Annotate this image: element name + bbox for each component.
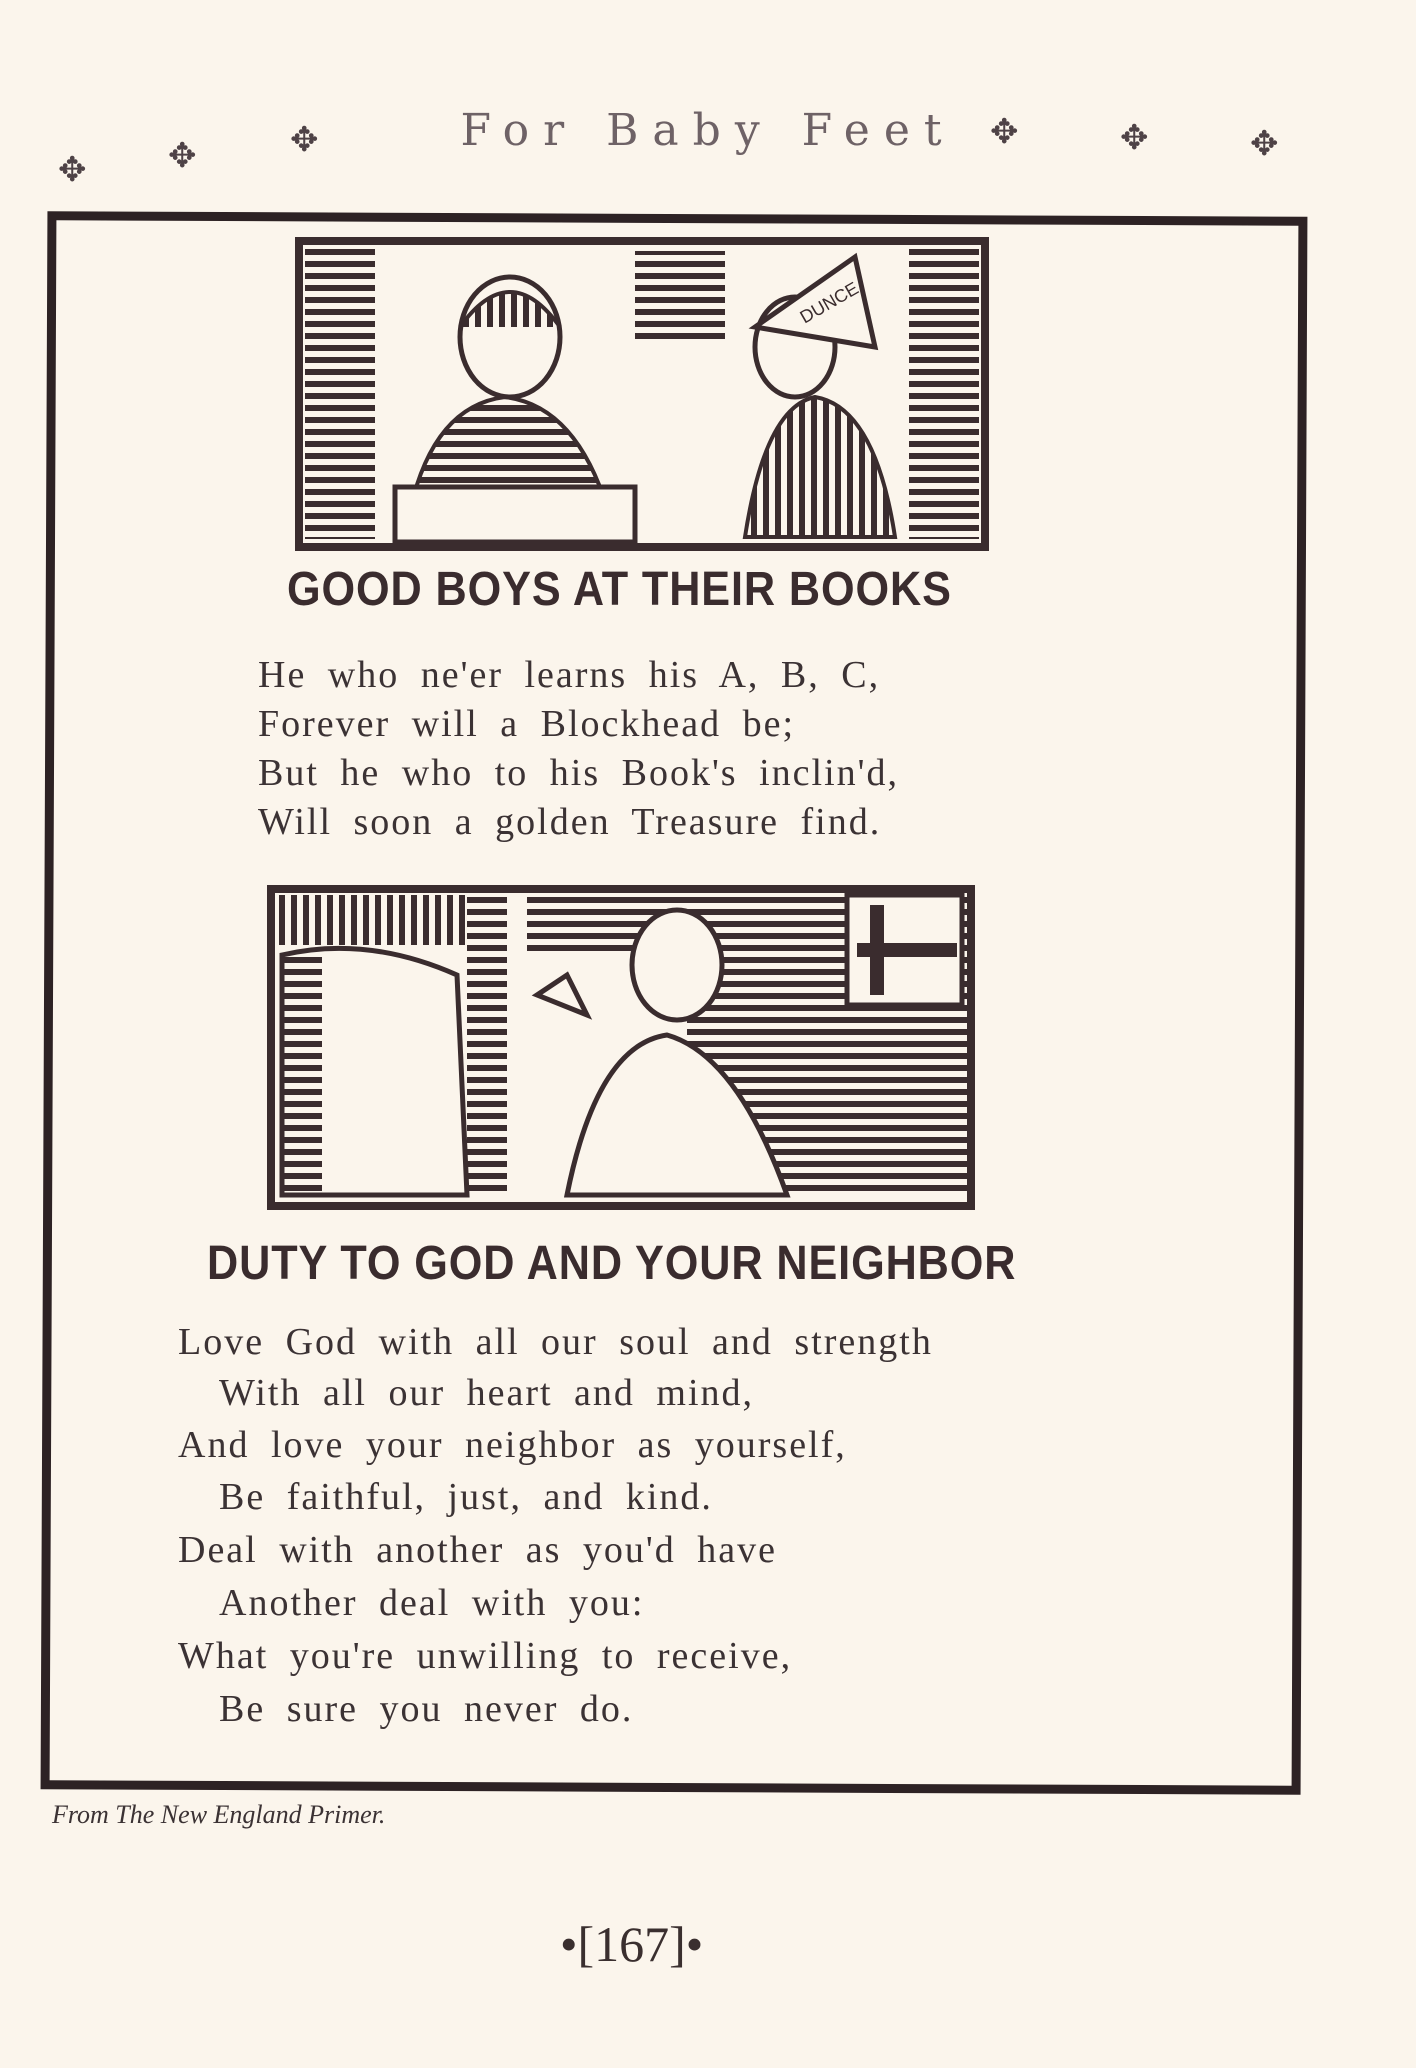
ornament-icon: ✥ — [1250, 126, 1279, 163]
poem-line: He who ne'er learns his A, B, C, — [258, 654, 881, 696]
bracket-ornament-left: •[ — [560, 1916, 595, 1972]
ornament-icon: ✥ — [1120, 120, 1149, 157]
poem-line: With all our heart and mind, — [219, 1372, 755, 1414]
running-title: For Baby Feet — [460, 105, 956, 156]
poem-line: Be faithful, just, and kind. — [219, 1476, 713, 1518]
poem-line: Be sure you never do. — [219, 1688, 634, 1730]
poem-line: But he who to his Book's inclin'd, — [258, 752, 899, 794]
ornament-icon: ✥ — [58, 152, 87, 189]
poem-line: Forever will a Blockhead be; — [258, 703, 796, 745]
section-title: GOOD BOYS AT THEIR BOOKS — [287, 563, 952, 616]
page-number — [560, 1915, 703, 1973]
poem-line: Another deal with you: — [219, 1582, 645, 1624]
poem-line: Deal with another as you'd have — [178, 1529, 777, 1571]
source-credit: From The New England Primer. — [52, 1800, 386, 1829]
poem-line: Will soon a golden Treasure find. — [258, 801, 882, 843]
poem-line: What you're unwilling to receive, — [178, 1635, 793, 1677]
poem-line: Love God with all our soul and strength — [178, 1321, 933, 1363]
page-number-value: 167 — [594, 1916, 670, 1972]
section-title: DUTY TO GOD AND YOUR NEIGHBOR — [207, 1237, 1017, 1290]
ornament-icon: ✥ — [990, 114, 1019, 151]
woodcut-praying-child — [267, 885, 975, 1210]
woodcut-reading-and-dunce — [295, 237, 989, 551]
poem-line: And love your neighbor as yourself, — [178, 1424, 847, 1466]
dunce-cap-text: DUNCE — [796, 277, 862, 328]
bracket-ornament-right: ]• — [669, 1916, 704, 1972]
ornament-icon: ✥ — [168, 138, 197, 175]
ornament-icon: ✥ — [290, 122, 319, 159]
